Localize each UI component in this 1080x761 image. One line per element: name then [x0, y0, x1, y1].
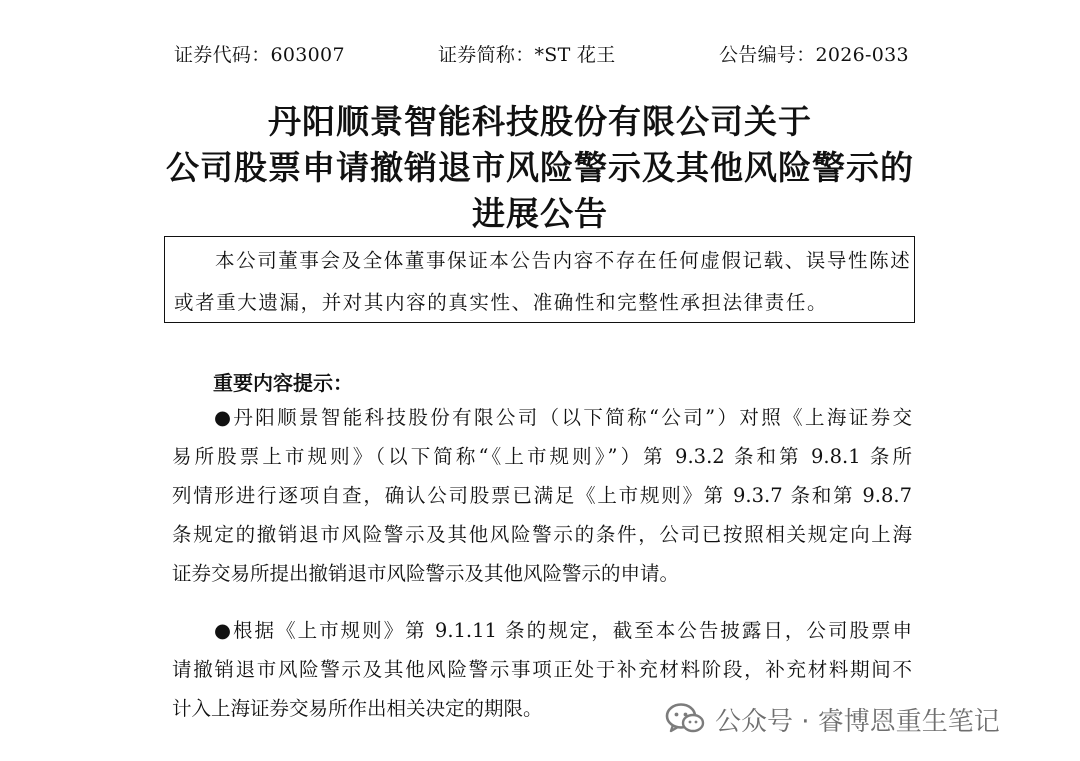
paragraph-1-line: ●丹阳顺景智能科技股份有限公司（以下简称“公司”）对照《上海证券交: [214, 406, 912, 429]
paragraph-2-line: 请撤销退市风险警示及其他风险警示事项正处于补充材料阶段，补充材料期间不: [172, 658, 912, 681]
title-line-1: 丹阳顺景智能科技股份有限公司关于: [268, 102, 812, 141]
notice-line-1: 本公司董事会及全体董事保证本公告内容不存在任何虚假记载、误导性陈述: [215, 249, 912, 272]
title-line-2: 公司股票申请撤销退市风险警示及其他风险警示的: [166, 148, 914, 187]
stock-code: 证券代码：603007: [174, 44, 345, 66]
wechat-watermark: [665, 699, 1000, 739]
paragraph-1-line: 条规定的撤销退市风险警示及其他风险警示的条件，公司已按照相关规定向上海: [172, 523, 912, 546]
announcement-number: 公告编号：2026-033: [719, 44, 909, 66]
title-line-3: 进展公告: [472, 194, 608, 233]
paragraph-2-line: ●根据《上市规则》第 9.1.11 条的规定，截至本公告披露日，公司股票申: [214, 619, 912, 642]
paragraph-1: [172, 398, 912, 593]
board-guarantee-notice: [164, 236, 915, 323]
section-title: 重要内容提示：: [213, 371, 353, 395]
wechat-icon: [665, 702, 705, 736]
paragraph-2-line: 计入上海证券交易所作出相关决定的期限。: [172, 697, 543, 720]
paragraph-1-line: 易所股票上市规则》（以下简称“《上市规则》”）第 9.3.2 条和第 9.8.1 条所: [172, 445, 912, 468]
watermark-text: 公众号 · 睿博恩重生笔记: [715, 706, 1000, 737]
stock-abbreviation: 证券简称：*ST 花王: [438, 44, 616, 66]
paragraph-1-line: 证券交易所提出撤销退市风险警示及其他风险警示的申请。: [172, 562, 680, 585]
notice-line-2: 或者重大遗漏，并对其内容的真实性、准确性和完整性承担法律责任。: [174, 291, 829, 314]
paragraph-1-line: 列情形进行逐项自查，确认公司股票已满足《上市规则》第 9.3.7 条和第 9.8.7: [172, 484, 912, 507]
